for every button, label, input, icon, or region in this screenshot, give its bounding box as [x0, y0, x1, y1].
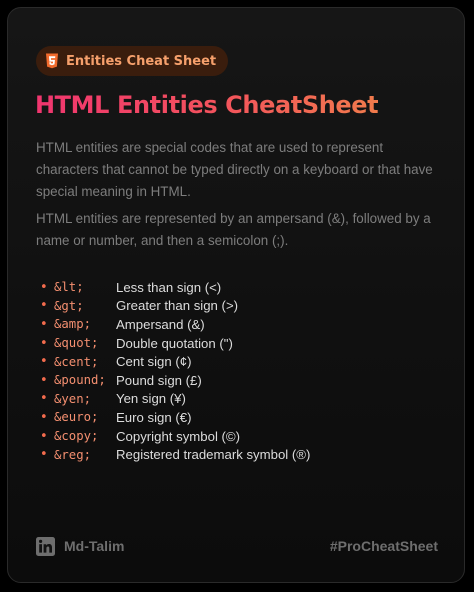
- entity-list: [40, 278, 310, 464]
- entity-code: &reg;: [54, 447, 92, 462]
- cheatsheet-card: [7, 7, 465, 583]
- list-item: [40, 408, 310, 427]
- list-item: [40, 427, 310, 446]
- author-link[interactable]: [36, 537, 124, 556]
- bullet-icon: •: [40, 409, 48, 425]
- entity-description: Cent sign (¢): [116, 354, 192, 370]
- list-item: [40, 445, 310, 464]
- page-title: HTML Entities CheatSheet: [35, 91, 379, 119]
- syntax-paragraph: HTML entities are represented by an ampersand (&), followed by a name or number, and then a semicolon (;).: [36, 211, 431, 248]
- list-item: [40, 352, 310, 371]
- entity-description: Ampersand (&): [116, 316, 205, 332]
- list-item: [40, 315, 310, 334]
- list-item: [40, 297, 310, 316]
- entity-description: Copyright symbol (©): [116, 428, 241, 444]
- entity-description: Double quotation ("): [116, 335, 233, 351]
- bullet-icon: •: [40, 447, 48, 463]
- bullet-icon: •: [40, 279, 48, 295]
- entity-description: Greater than sign (>): [116, 298, 239, 314]
- html5-icon: [45, 53, 59, 69]
- list-item: [40, 334, 310, 353]
- entity-code: &lt;: [54, 280, 84, 295]
- intro-paragraph: HTML entities are special codes that are used to represent characters that cannot be typed directly on a keyboard or that have special meaning in HTML.: [36, 140, 433, 199]
- bullet-icon: •: [40, 298, 48, 314]
- entity-code: &cent;: [54, 354, 99, 369]
- topic-badge: [36, 46, 228, 76]
- bullet-icon: •: [40, 335, 48, 351]
- list-item: [40, 390, 310, 409]
- hashtag: #ProCheatSheet: [329, 538, 438, 554]
- bullet-icon: •: [40, 372, 48, 388]
- entity-code: &yen;: [54, 391, 92, 406]
- entity-description: Pound sign (£): [116, 372, 202, 388]
- entity-code: &quot;: [54, 336, 99, 351]
- bullet-icon: •: [40, 316, 48, 332]
- entity-description: Euro sign (€): [116, 409, 192, 425]
- author-name: Md-Talim: [64, 538, 125, 554]
- linkedin-icon: [36, 537, 55, 556]
- entity-code: &gt;: [54, 298, 84, 313]
- entity-code: &amp;: [54, 317, 92, 332]
- entity-code: &euro;: [54, 410, 99, 425]
- entity-description: Registered trademark symbol (®): [116, 447, 311, 463]
- bullet-icon: •: [40, 428, 48, 444]
- list-item: [40, 278, 310, 297]
- entity-description: Less than sign (<): [116, 279, 222, 295]
- entity-code: &pound;: [54, 373, 106, 388]
- bullet-icon: •: [40, 354, 48, 370]
- entity-description: Yen sign (¥): [116, 391, 186, 407]
- list-item: [40, 371, 310, 390]
- badge-label: Entities Cheat Sheet: [66, 53, 217, 69]
- footer: [36, 536, 438, 556]
- bullet-icon: •: [40, 391, 48, 407]
- entity-code: &copy;: [54, 429, 99, 444]
